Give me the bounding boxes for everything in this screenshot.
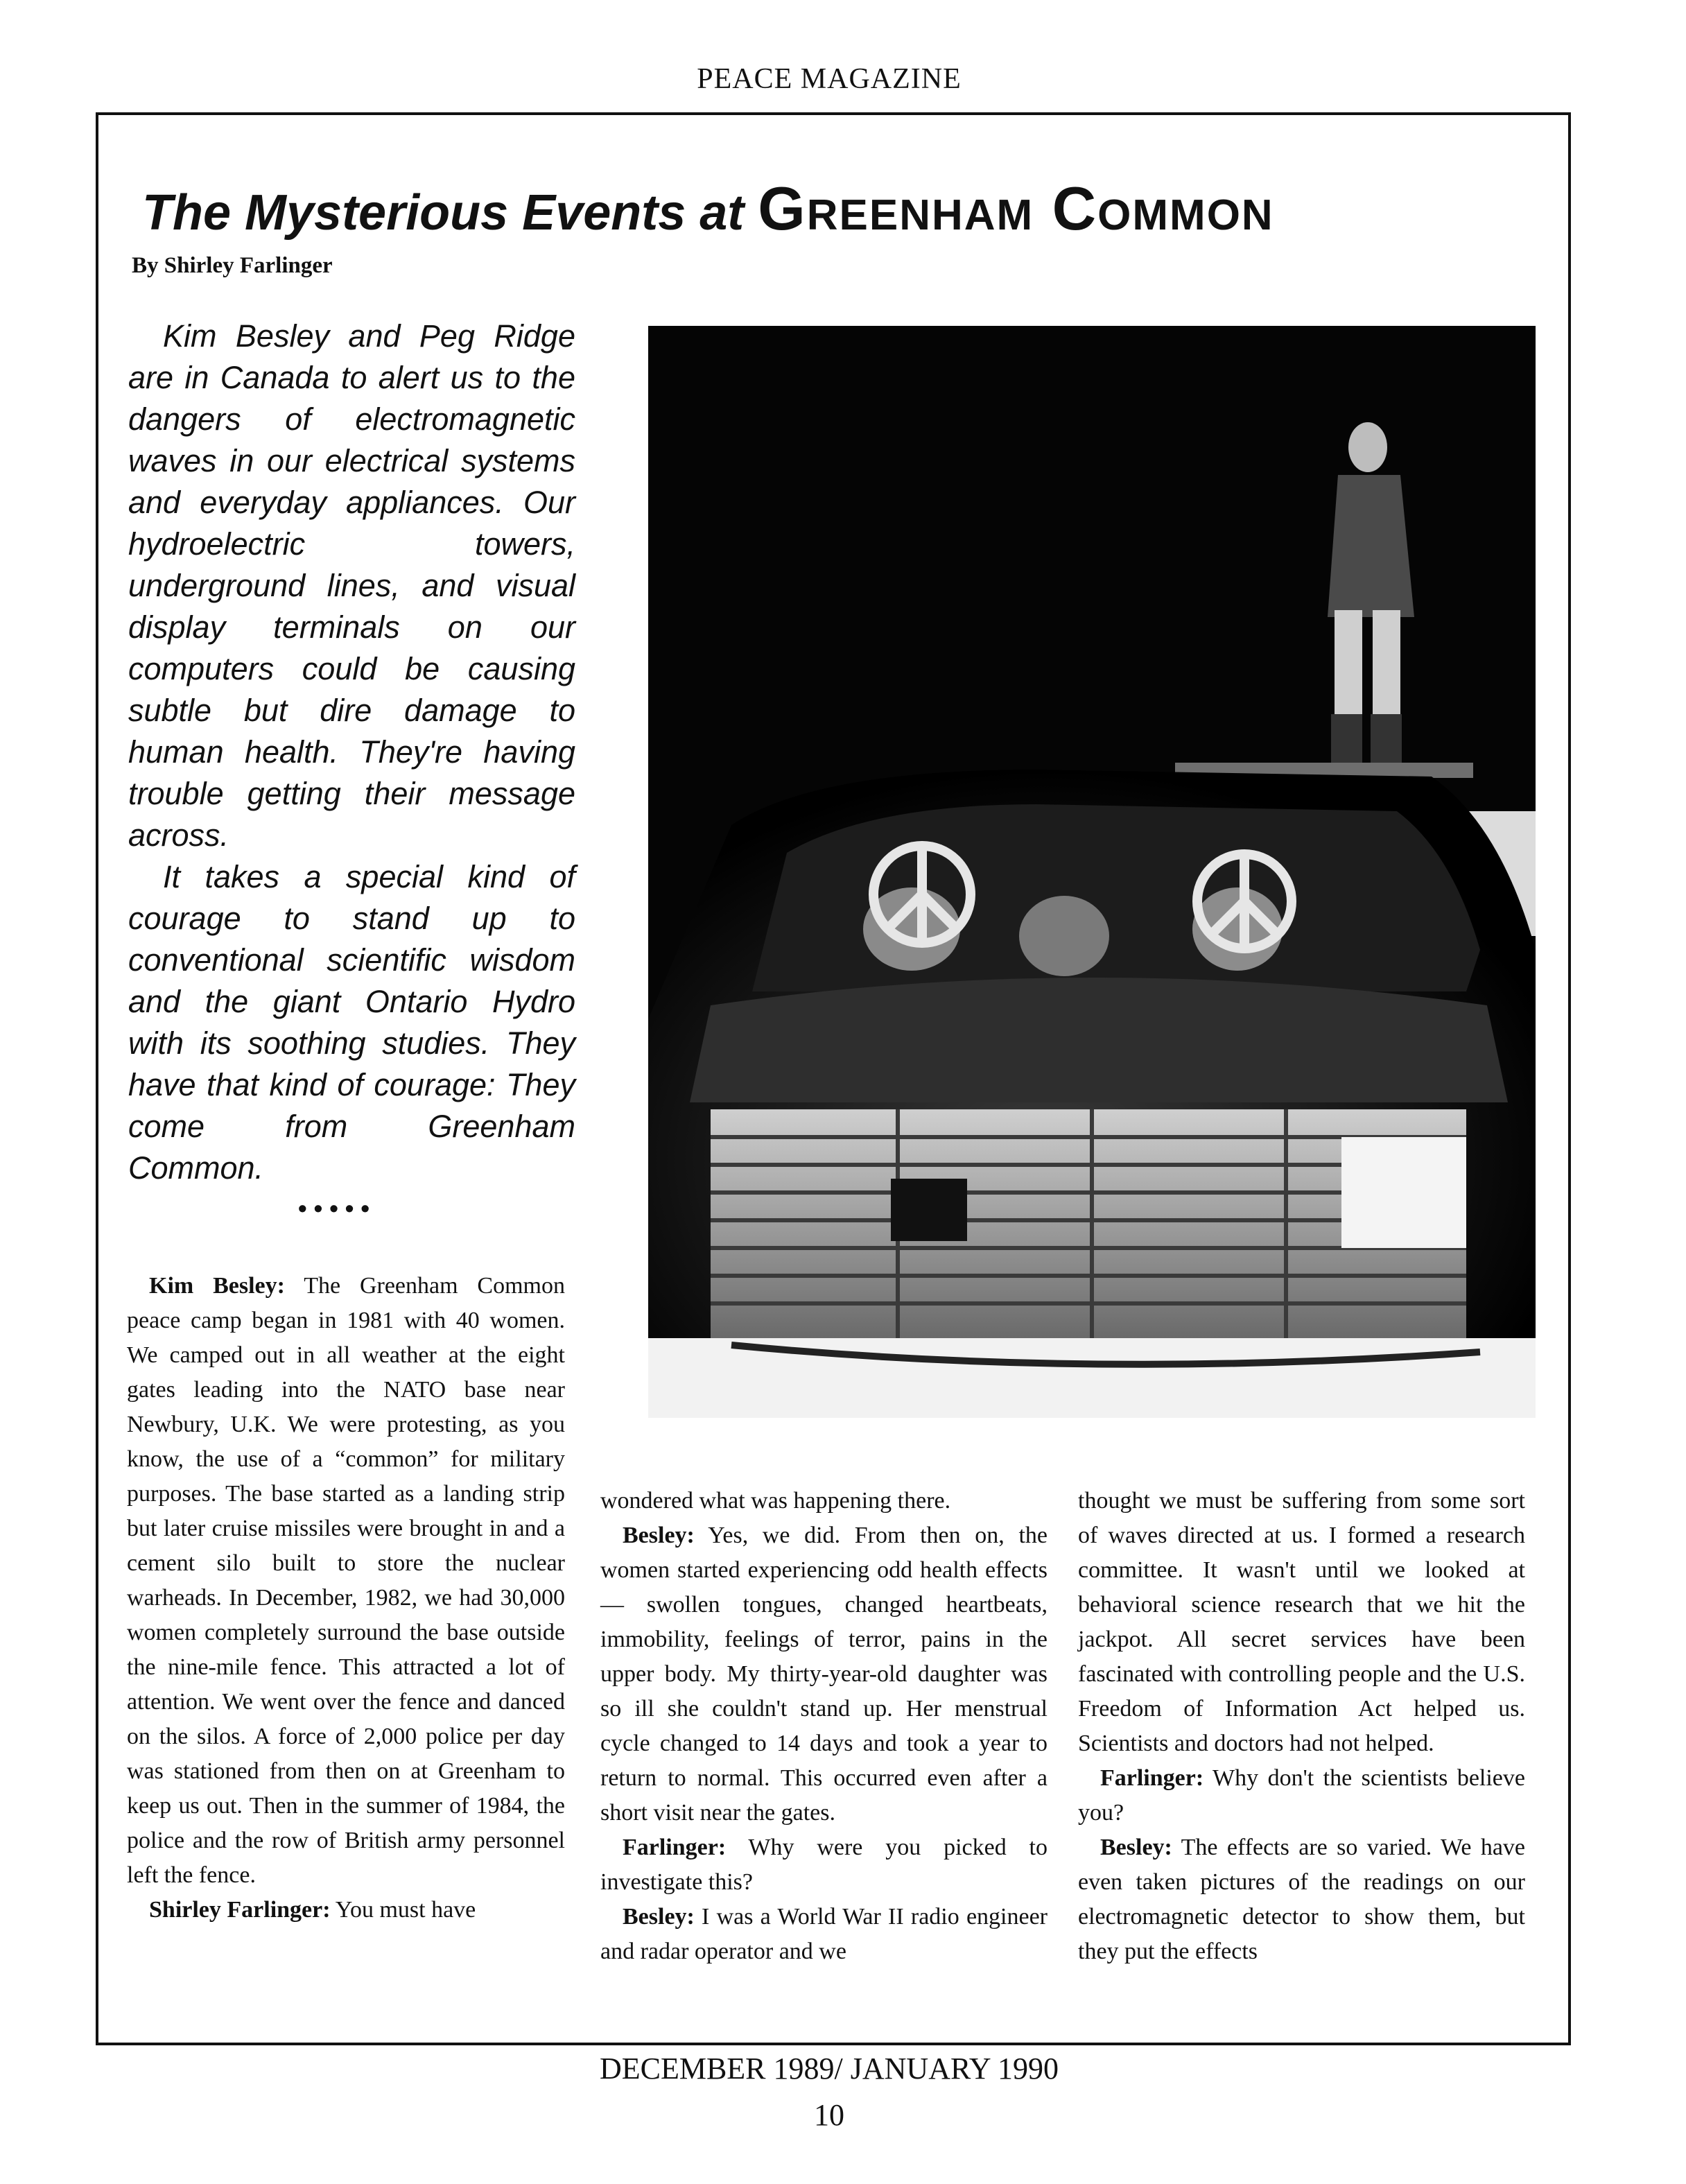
interview-paragraph [600,1484,1048,1518]
intro-paragraph: It takes a special kind of courage to stand up to conventional scientific wisdom and the giant Ontario Hydro with its soothing studies. They have that kind of courage: They come from Greenham Common. [128,859,575,1186]
interview-paragraph [600,1830,1048,1900]
paragraph-text: The effects are so varied. We have even taken pictures of the readings on our electromagnetic detector to show them, but they put the effects [1078,1835,1525,1964]
paragraph-text: I was a World War II radio engineer and radar operator and we [600,1904,1048,1964]
speaker-label: Shirley Farlinger: [149,1897,331,1923]
paragraph-text: thought we must be suffering from some sort of waves directed at us. I formed a research committee. It wasn't until we looked at behavioral science research that we hit the jackpot. All secret services have been fascinated with controlling people and the U.S. Freedom of Information Act helped us. Scientists and doctors had not helped. [1078,1488,1525,1756]
paragraph-text: Why don't the scientists believe you? [1078,1765,1525,1826]
title-lead: The Mysterious Events at [142,185,745,241]
column-3 [1078,1484,1525,1969]
byline: By Shirley Farlinger [132,253,333,278]
paragraph-text: You must have [330,1897,476,1923]
paragraph-text: Why were you picked to investigate this? [600,1835,1048,1895]
speaker-label: Besley: [623,1904,695,1930]
paragraph-text: wondered what was happening there. [600,1488,951,1514]
page-number: 10 [814,2098,844,2132]
title-caps: Greenham Common [758,174,1274,243]
interview-paragraph [127,1269,565,1893]
magazine-header: PEACE MAGAZINE [697,63,962,95]
intro-text [128,315,575,1189]
interview-paragraph [600,1518,1048,1830]
speaker-label: Farlinger: [1100,1765,1204,1791]
article-photo [648,326,1536,1418]
paragraph-text: Yes, we did. From then on, the women started experiencing odd health effects — swollen tongues, changed heartbeats, immobility, feelings of terror, pains in the upper body. My thirty-year-old daughter was so ill she couldn't stand up. Her menstrual cycle changed to 14 days and took a year to return to normal. This occurred even after a short visit near the gates. [600,1523,1048,1826]
issue-date: DECEMBER 1989/ JANUARY 1990 [599,2052,1059,2086]
interview-paragraph [1078,1761,1525,1830]
interview-paragraph [1078,1830,1525,1969]
speaker-label: Kim Besley: [149,1273,285,1299]
interview-paragraph [127,1893,565,1927]
interview-paragraph [1078,1484,1525,1761]
paragraph-text: The Greenham Common peace camp began in 1981 with 40 women. We camped out in all weather at the eight gates leading into the NATO base near Newbury, U.K. We were protesting, as you know, the use of a “common” for military purposes. The base started as a landing strip but later cruise missiles were brought in and a cement silo built to store the nuclear warheads. In December, 1982, we had 30,000 women completely surround the base outside the nine-mile fence. This attracted a lot of attention. We went over the fence and danced on the silos. A force of 2,000 police per day was stationed from then on at Greenham to keep us out. Then in the summer of 1984, the police and the row of British army personnel left the fence. [127,1273,565,1888]
article-title [142,173,1274,244]
speaker-label: Besley: [1100,1835,1172,1860]
intro-paragraph: Kim Besley and Peg Ridge are in Canada to alert us to the dangers of electromagnetic waves in our electrical systems and everyday appliances. Our hydroelectric towers, underground lines, and visual display terminals on our computers could be causing subtle but dire damage to human health. They're having trouble getting their message across. [128,318,575,853]
interview-paragraph [600,1900,1048,1969]
column-1 [127,1269,565,1927]
section-separator: ••••• [298,1194,377,1222]
column-2 [600,1484,1048,1969]
speaker-label: Besley: [623,1523,695,1548]
speaker-label: Farlinger: [623,1835,727,1860]
